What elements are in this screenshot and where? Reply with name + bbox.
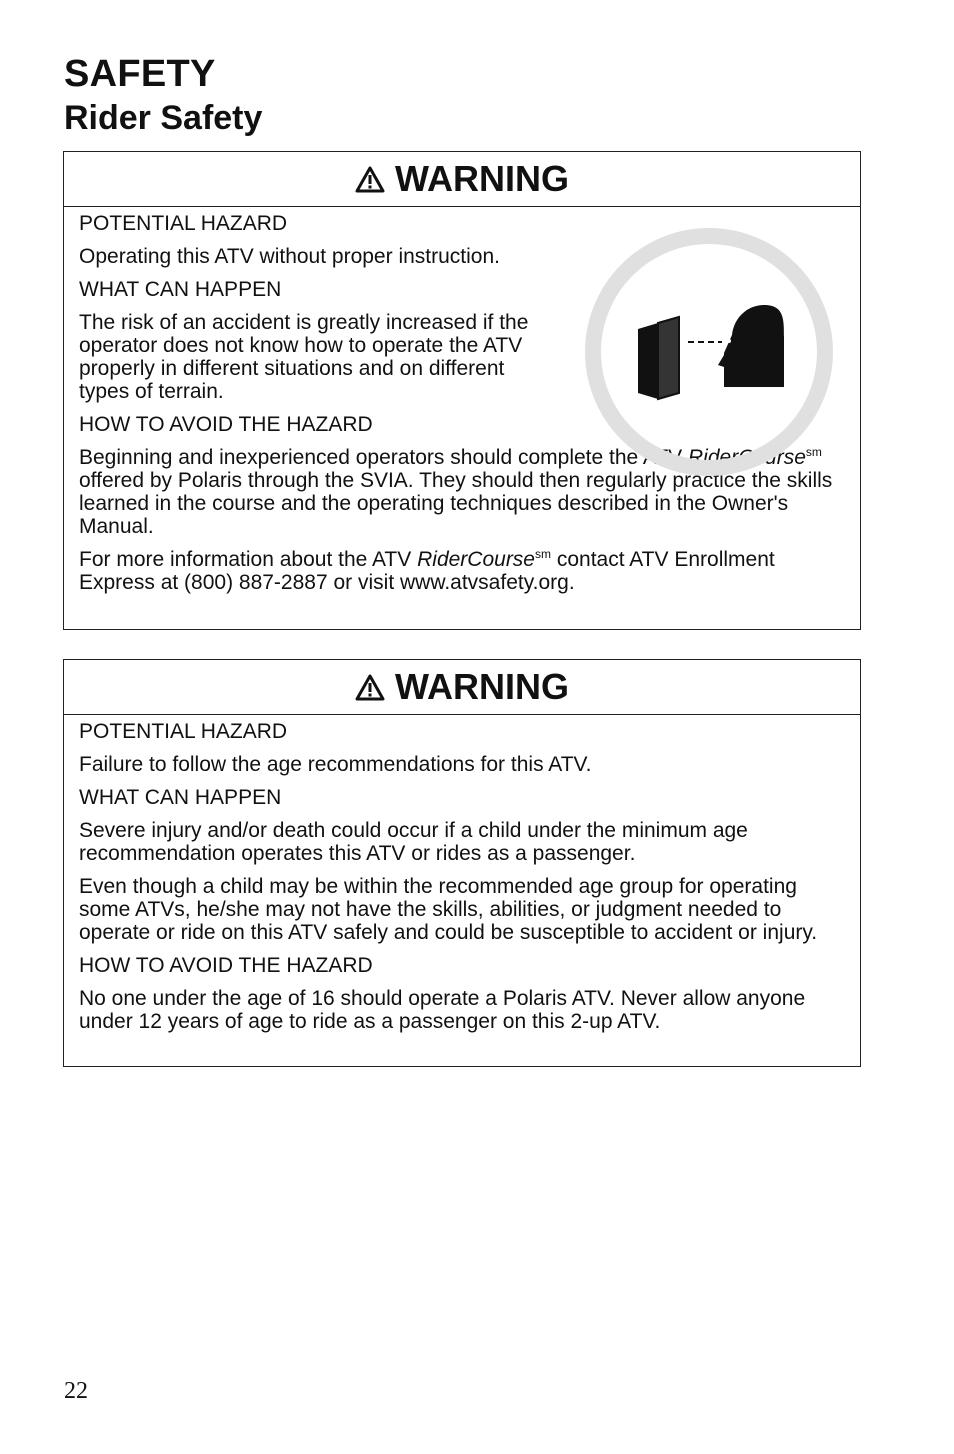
warning-body <box>64 715 860 1033</box>
warning-title: WARNING <box>395 158 569 199</box>
warning-triangle-icon <box>355 674 385 701</box>
section-title: SAFETY <box>64 53 216 95</box>
potential-hazard-text: Operating this ATV without proper instruction. <box>79 245 500 268</box>
subsection-title: Rider Safety <box>64 99 263 137</box>
how-to-avoid-label: HOW TO AVOID THE HAZARD <box>79 413 373 436</box>
avoid-pre: Beginning and inexperienced operators should complete the ATV <box>79 446 689 469</box>
info-pre: For more information about the ATV <box>79 548 418 571</box>
what-can-happen-label: WHAT CAN HAPPEN <box>79 786 282 809</box>
what-can-happen-label: WHAT CAN HAPPEN <box>79 278 282 301</box>
warning-header <box>64 152 860 207</box>
service-mark: sm <box>805 445 822 459</box>
ridercourse-name: RiderCourse <box>688 446 806 469</box>
ridercourse-name: RiderCourse <box>417 548 535 571</box>
potential-hazard-label: POTENTIAL HAZARD <box>79 720 288 743</box>
warning-title: WARNING <box>395 666 569 707</box>
potential-hazard-text: Failure to follow the age recommendations for this ATV. <box>79 753 592 776</box>
service-mark: sm <box>535 547 551 561</box>
page-number: 22 <box>64 1378 88 1404</box>
warning-header <box>64 660 860 715</box>
more-info-text <box>79 548 846 594</box>
what-can-happen-text: The risk of an accident is greatly increased if the operator does not know how to operate the ATV properly in different situations and on different types of terrain. <box>79 311 529 403</box>
what-can-happen-text: Even though a child may be within the recommended age group for operating some ATVs, he/she may not have the skills, abilities, or judgment needed to operate or ride on this ATV safely and could be susceptible to accident or injury. <box>79 875 818 944</box>
warning-box-age <box>63 659 861 1067</box>
how-to-avoid-label: HOW TO AVOID THE HAZARD <box>79 954 373 977</box>
info-post: contact ATV Enrollment Express at (800) 887-2887 or visit www.atvsafety.org. <box>79 548 775 594</box>
how-to-avoid-text: No one under the age of 16 should operate a Polaris ATV. Never allow anyone under 12 years of age to ride as a passenger on this 2-up ATV. <box>79 987 806 1033</box>
warning-triangle-icon <box>355 166 385 193</box>
warning-body <box>64 207 860 594</box>
what-can-happen-text: Severe injury and/or death could occur if a child under the minimum age recommendation operates this ATV or rides as a passenger. <box>79 819 748 865</box>
read-manual-icon <box>584 227 834 477</box>
avoid-post: offered by Polaris through the SVIA. They should then regularly practice the skills learned in the course and the operating techniques described in the Owner's Manual. <box>79 469 833 538</box>
warning-box-instruction <box>63 151 861 630</box>
potential-hazard-label: POTENTIAL HAZARD <box>79 212 288 235</box>
